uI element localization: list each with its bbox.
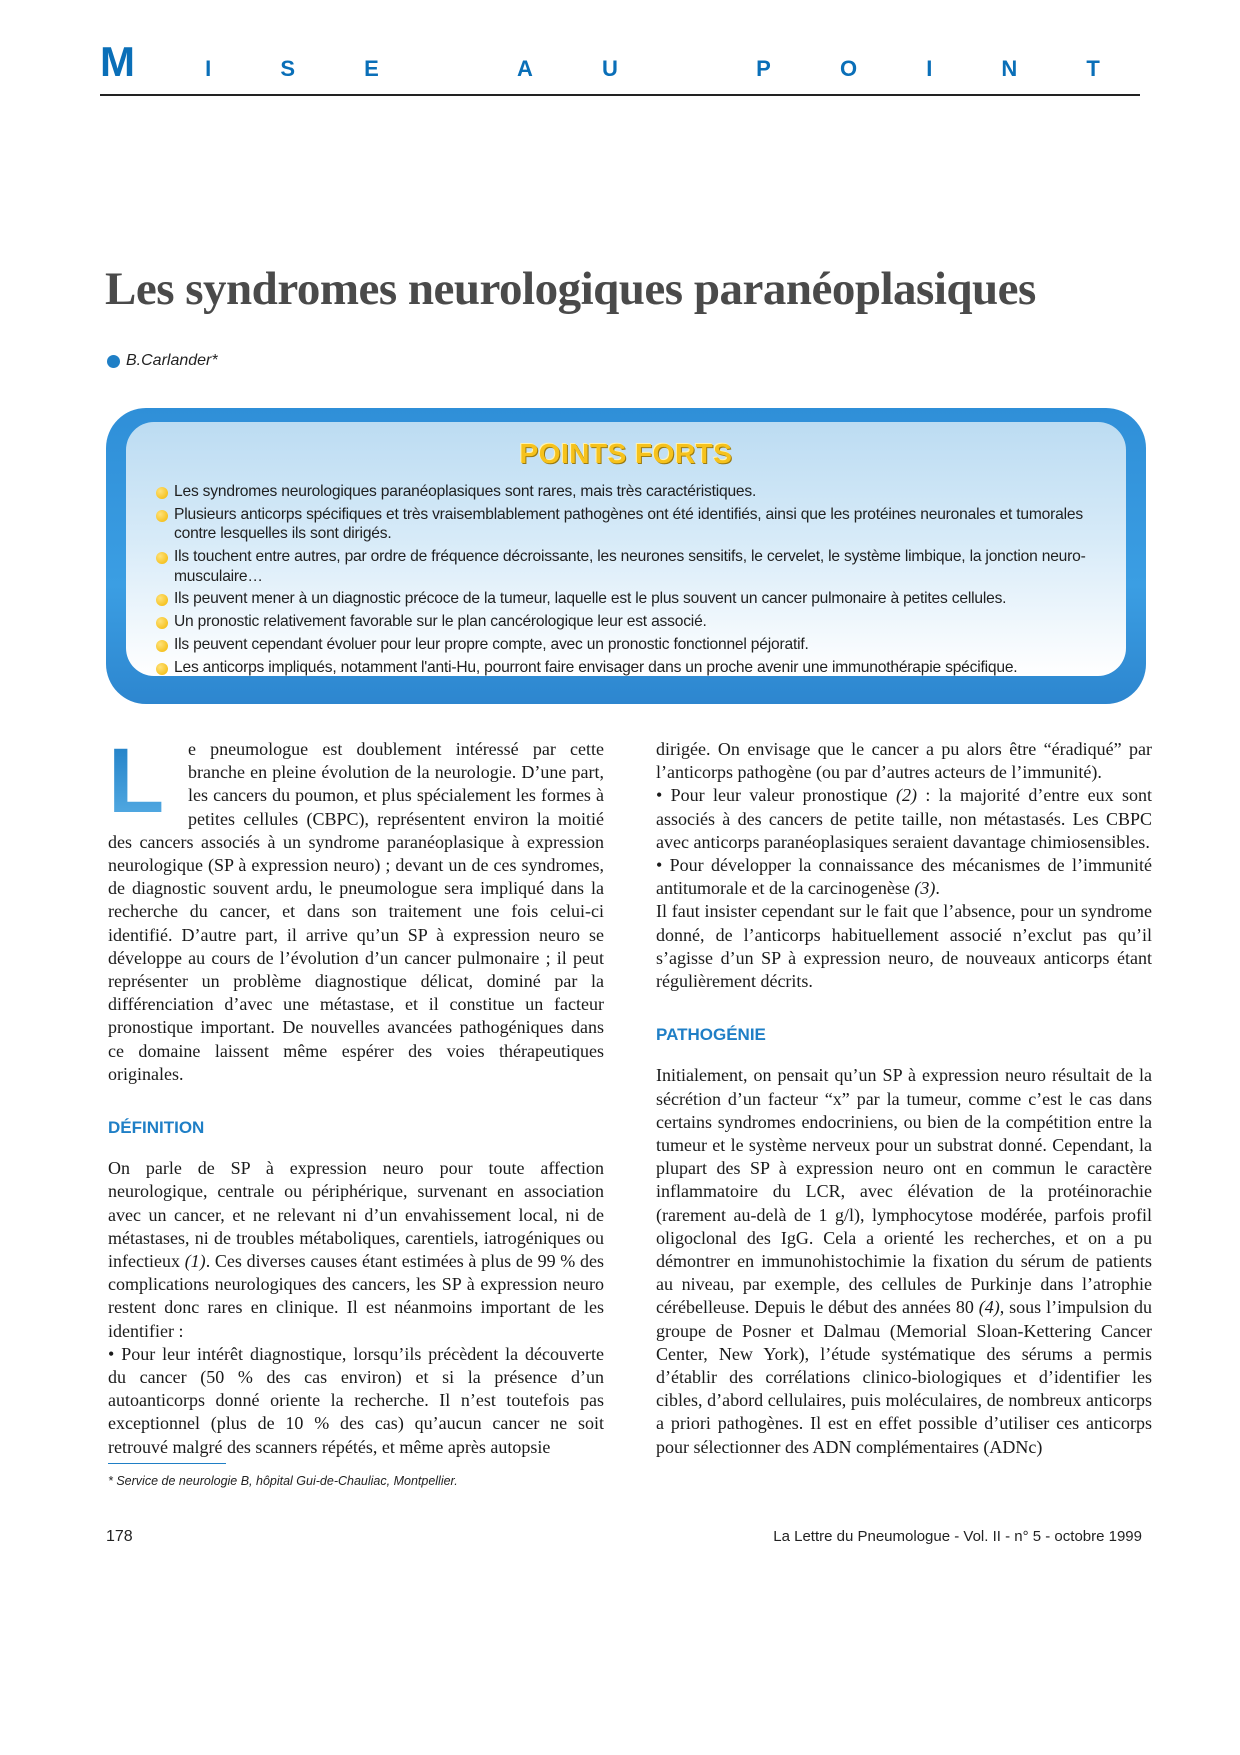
rubric-initial: M: [100, 38, 136, 85]
footnote-rule: [108, 1463, 226, 1464]
drop-cap: L: [108, 738, 178, 826]
reference: (2): [895, 785, 917, 806]
points-forts-title: POINTS FORTS: [519, 438, 733, 469]
rubric-letter: S: [280, 56, 296, 81]
pathogenie-paragraph: Initialement, on pensait qu’un SP à expression neuro résultait de la sécrétion d’un facteur “x” par la tumeur, comme c’est le cas dans certains syndromes endocriniens, ou bien de la compétition entre la tumeur et le système nerveux pour un substrat donné. Cependant, la plupart des SP à expression neuro ont en commun le caractère inflammatoire du LCR, avec élévation de la protéinorachie (rarement au-delà de 1 g/l), lymphocytose modérée, parfois profil oligoclonal des IgG. Cela a orienté les recherches, et on a pu démontrer en immunohistochimie la fixation du sérum de patients au niveau, par exemple, des cellules de Purkinje dans l’atrophie cérébelleuse. Depuis le début des années 80 (4), sous l’impulsion du groupe de Posner et Dalmau (Memorial Sloan-Kettering Cancer Center, New York), l’étude systématique des sérums a permis d’établir des corrélations clinico-biologiques et d’identifier les cibles, d’abord cellulaires, puis moléculaires, de nombreux anticorps a priori pathogènes. Il est en effet possible d’utiliser ces anticorps pour sélectionner des ADN complémentaires (ADNc): [656, 1065, 1152, 1457]
rubric-header: [100, 38, 1140, 96]
points-forts-item: Les anticorps impliqués, notamment l'anti-Hu, pourront faire envisager dans un proche avenir une immunothérapie spécifique.: [156, 658, 1096, 678]
article-title: Les syndromes neurologiques paranéoplasiques: [105, 263, 1036, 315]
points-forts-item: Ils peuvent cependant évoluer pour leur propre compte, avec un pronostic fonctionnel péjoratif.: [156, 635, 1096, 655]
yellow-bullet-icon: [156, 552, 168, 564]
points-forts-list: [156, 482, 1096, 681]
footnote: * Service de neurologie B, hôpital Gui-de-Chauliac, Montpellier.: [108, 1474, 458, 1488]
section-heading-definition: DÉFINITION: [108, 1118, 205, 1138]
yellow-bullet-icon: [156, 487, 168, 499]
page-number: 178: [106, 1528, 133, 1545]
left-column: [108, 730, 604, 1459]
rubric-letter: N: [1001, 56, 1018, 81]
points-forts-inner: [126, 422, 1126, 676]
points-forts-box: [106, 408, 1146, 704]
author-name: B.Carlander*: [126, 352, 218, 369]
rubric-letter: E: [364, 56, 379, 81]
rubric-letter: A: [517, 56, 533, 81]
yellow-bullet-icon: [156, 617, 168, 629]
yellow-bullet-icon: [156, 594, 168, 606]
points-forts-item: Plusieurs anticorps spécifiques et très vraisemblablement pathogènes ont été identifiés, ainsi que les protéines neuronales et tumorales contre lesquelles ils sont dirigés.: [156, 505, 1096, 544]
continued-paragraph: dirigée. On envisage que le cancer a pu alors être “éradiqué” par l’anticorps pathogène (ou par d’autres acteurs de l’immunité).: [656, 739, 1152, 783]
reference: (1): [184, 1251, 206, 1272]
points-forts-item: Les syndromes neurologiques paranéoplasiques sont rares, mais très caractéristiques.: [156, 482, 1096, 502]
definition-bullet: • Pour leur intérêt diagnostique, lorsqu’ils précèdent la découverte du cancer (50 % des cas environ) et si la présence d’un autoanticorps donné oriente la recherche. Il n’est toutefois pas exceptionnel (plus de 10 % des cas) qu’aucun cancer ne soit retrouvé malgré des scanners répétés, et même après autopsie: [108, 1343, 604, 1457]
rubric-letter: T: [1086, 56, 1100, 81]
rubric-letter: U: [602, 56, 618, 81]
rubric-letter: P: [756, 56, 771, 81]
journal-citation: La Lettre du Pneumologue - Vol. II - n° 5 - octobre 1999: [773, 1528, 1142, 1545]
rubric-letter: O: [839, 56, 858, 81]
prognosis-bullet: • Pour leur valeur pronostique (2) : la majorité d’entre eux sont associés à des cancers de petite taille, non métastasés. Les CBPC avec anticorps paranéoplasiques seraient davantage chimiosensibles.: [656, 785, 1152, 852]
intro-paragraph: L e pneumologue est doublement intéressé par cette branche en pleine évolution de la neurologie. D’une part, les cancers du poumon, et plus spécialement les formes à petites cellules (CBPC), représentent environ la moitié des cancers associés à un syndrome paranéoplasique à expression neurologique (SP à expression neuro) ; devant un de ces syndromes, de diagnostic souvent ardu, le pneumologue sera impliqué dans la recherche du cancer, et dans son traitement une fois celui-ci identifié. D’autre part, il arrive qu’un SP à expression neuro se développe au cours de l’évolution d’un cancer pulmonaire ; il peut représenter un problème diagnostique délicat, dominé par la différenciation d’avec une métastase, et il constitue un facteur pronostique important. De nouvelles avancées pathogéniques dans ce domaine laissent même espérer des voies thérapeutiques originales.: [108, 730, 604, 1084]
yellow-bullet-icon: [156, 663, 168, 675]
right-column: [656, 738, 1152, 1459]
section-heading-pathogenie: PATHOGÉNIE: [656, 1025, 766, 1045]
definition-paragraph: On parle de SP à expression neuro pour toute affection neurologique, centrale ou périphérique, survenant en association avec un cancer, et ne relevant ni d’un envahissement local, ni de métastases, ni de troubles métaboliques, carentiels, iatrogéniques ou infectieux (1). Ces diverses causes étant estimées à plus de 99 % des complications neurologiques des cancers, les SP à expression neuro restent donc rares en clinique. Il est néanmoins important de les identifier :: [108, 1158, 604, 1341]
yellow-bullet-icon: [156, 510, 168, 522]
rubric-letter: I: [205, 56, 212, 81]
insist-paragraph: Il faut insister cependant sur le fait que l’absence, pour un syndrome donné, de l’anticorps habituellement associé n’exclut pas qu’il s’agisse d’un SP à expression neuro, de nouveaux anticorps étant régulièrement décrits.: [656, 901, 1152, 992]
yellow-bullet-icon: [156, 640, 168, 652]
points-forts-item: Un pronostic relativement favorable sur le plan cancérologique leur est associé.: [156, 612, 1096, 632]
bullet-icon: [107, 355, 120, 368]
points-forts-item: Ils touchent entre autres, par ordre de fréquence décroissante, les neurones sensitifs, le cervelet, le système limbique, la jonction neuro-musculaire…: [156, 547, 1096, 586]
author-line: [107, 352, 218, 370]
reference: (3): [914, 878, 936, 899]
points-forts-item: Ils peuvent mener à un diagnostic précoce de la tumeur, laquelle est le plus souvent un cancer pulmonaire à petites cellules.: [156, 589, 1096, 609]
reference: (4): [978, 1297, 1000, 1318]
immunity-bullet: • Pour développer la connaissance des mécanismes de l’immunité antitumorale et de la carcinogenèse (3).: [656, 855, 1152, 899]
rubric-letter: I: [926, 56, 933, 81]
